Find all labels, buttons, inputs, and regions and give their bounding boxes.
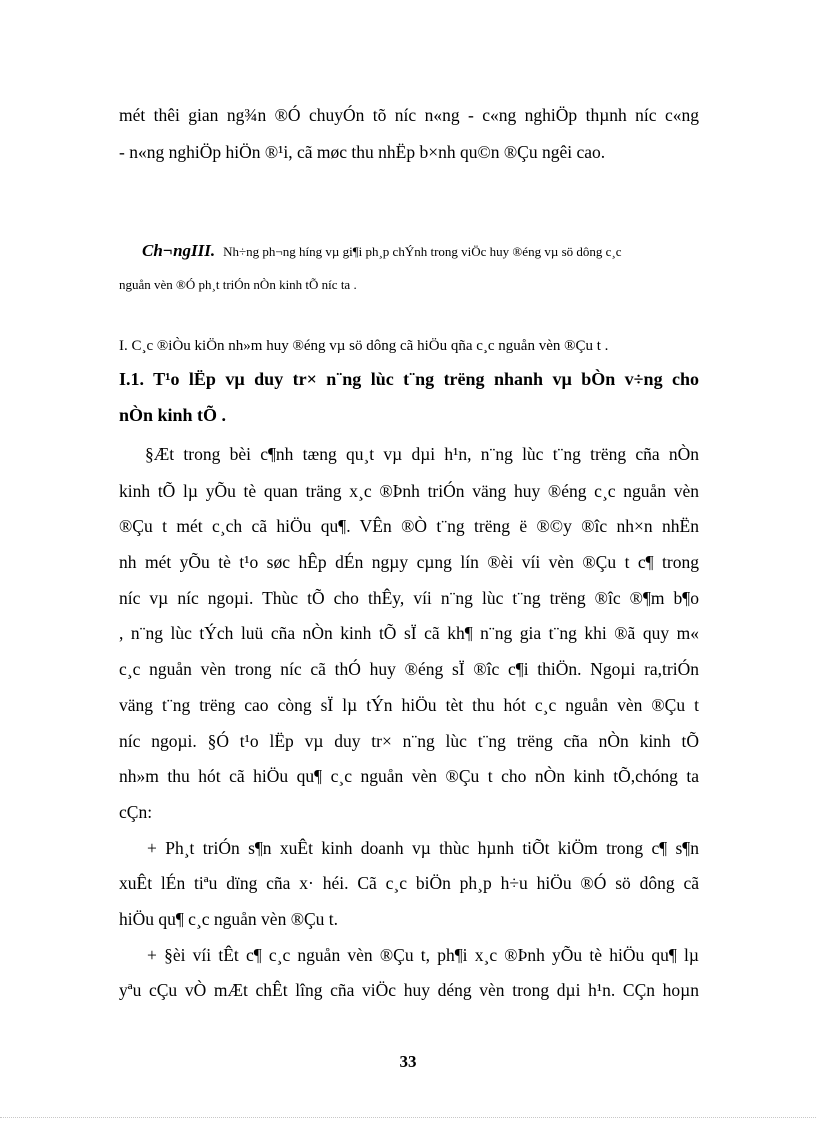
subsection-heading-line-1: I.1. T¹o lËp vµ duy tr× n¨ng lùc t¨ng trëng nhanh vµ bÒn v÷ng cho: [119, 369, 699, 389]
page-bottom-rule: [0, 1117, 816, 1118]
subsection-heading-line-2: nÒn kinh tÕ .: [119, 405, 227, 425]
body-line-8: väng t¨ng trëng cao còng sÏ lµ tÝn hiÖu tèt thu hót c¸c nguån vèn ®Çu t: [119, 695, 699, 715]
body-line-11: cÇn:: [119, 802, 153, 822]
body-line-10: nh»m thu hót cã hiÖu qu¶ c¸c nguån vèn ®Çu t cho nÒn kinh tÕ,chóng ta: [119, 766, 699, 786]
top-paragraph-line-2: - n«ng nghiÖp hiÖn ®¹i, cã møc thu nhËp b×nh qu©n ®Çu ngêi cao.: [119, 142, 606, 162]
chapter-title-line-2: nguån vèn ®Ó ph¸t triÓn nÒn kinh tÕ níc ta .: [119, 277, 357, 292]
bullet-2-line-2: yªu cÇu vÒ mÆt chÊt lîng cña viÖc huy déng vèn trong dµi h¹n. CÇn hoµn: [119, 980, 699, 1000]
body-line-2: kinh tÕ lµ yÕu tè quan träng x¸c ®Þnh triÓn väng huy ®éng c¸c nguån vèn: [119, 481, 699, 501]
body-line-3: ®Çu t mét c¸ch cã hiÖu qu¶. VÊn ®Ò t¨ng trëng ë ®©y ®îc nh×n nhËn: [119, 516, 699, 536]
chapter-title-line-1: Nh÷ng ph¬ng híng vµ gi¶i ph¸p chÝnh trong viÖc huy ®éng vµ sö dông c¸c: [223, 244, 622, 259]
body-line-1: §Æt trong bèi c¶nh tæng qu¸t vµ dµi h¹n, n¨ng lùc t¨ng trëng cña nÒn: [145, 444, 699, 464]
bullet-2-line-1: + §èi víi tÊt c¶ c¸c nguån vèn ®Çu t, ph¶i x¸c ®Þnh yÕu tè hiÖu qu¶ lµ: [147, 945, 699, 965]
body-line-7: c¸c nguån vèn trong níc cã thÓ huy ®éng sÏ ®îc c¶i thiÖn. Ngoµi ra,triÓn: [119, 659, 699, 679]
bullet-1-line-2: xuÊt lÉn tiªu dïng cña x· héi. Cã c¸c biÖn ph¸p h÷u hiÖu ®Ó sö dông cã: [119, 873, 699, 893]
chapter-heading: [142, 241, 700, 262]
page-number: 33: [399, 1052, 417, 1071]
body-line-6: , n¨ng lùc tÝch luü cña nÒn kinh tÕ sÏ cã kh¶ n¨ng gia t¨ng khi ®ã quy m«: [119, 623, 699, 643]
bullet-1-line-1: + Ph¸t triÓn s¶n xuÊt kinh doanh vµ thùc hµnh tiÕt kiÖm trong c¶ s¶n: [147, 838, 699, 858]
section-heading: I. C¸c ®iÒu kiÖn nh»m huy ®éng vµ sö dông cã hiÖu qña c¸c nguån vèn ®Çu t .: [119, 338, 609, 354]
body-line-5: níc vµ níc ngoµi. Thùc tÕ cho thÊy, víi n¨ng lùc t¨ng trëng ®îc ®¶m b¶o: [119, 588, 699, 608]
bullet-1-line-3: hiÖu qu¶ c¸c nguån vèn ®Çu t.: [119, 909, 339, 929]
chapter-label: Ch¬ngIII.: [142, 241, 216, 260]
body-line-4: nh mét yÕu tè t¹o søc hÊp dÉn ngµy cµng lín ®èi víi vèn ®Çu t c¶ trong: [119, 552, 699, 572]
body-line-9: níc ngoµi. §Ó t¹o lËp vµ duy tr× n¨ng lùc t¨ng trëng cña nÒn kinh tÕ: [119, 731, 699, 751]
top-paragraph-line-1: mét thêi gian ng¾n ®Ó chuyÓn tõ níc n«ng - c«ng nghiÖp thµnh níc c«ng: [119, 105, 699, 125]
